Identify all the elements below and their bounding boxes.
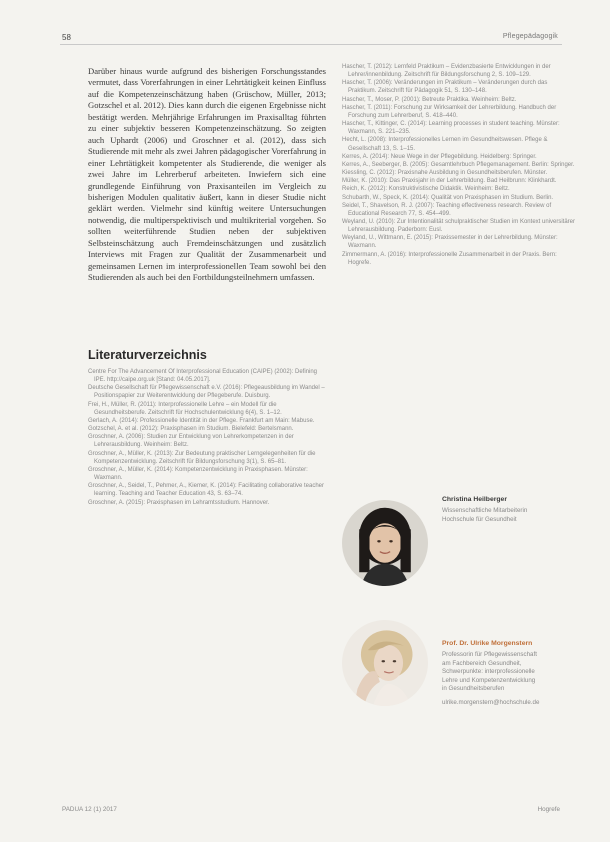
reference-item: Hecht, L. (2008): Interprofessionelles Lernen im Gesundheitswesen. Pflege & Gesellschaft 13, S. 1–15. <box>342 137 548 152</box>
reference-item: Groschner, A., Müller, K. (2014): Kompetenzentwicklung in Praxisphasen. Münster: Waxmann. <box>88 466 308 482</box>
reference-item: Schubarth, W., Speck, K. (2014): Qualität von Praxisphasen im Studium. Berlin. <box>342 194 554 201</box>
reference-item: Groschner, A. (2015): Praxisphasen im Lehramtsstudium. Hannover. <box>88 499 270 506</box>
author-photo <box>342 500 428 586</box>
body-column <box>88 66 326 284</box>
reference-item: Hascher, T. (2006): Veränderungen im Praktikum – Veränderungen durch das Praktikum. Zeitschrift für Pädagogik 51, S. 130–148. <box>342 80 548 95</box>
reference-item: Frei, H., Müller, R. (2011): Interprofessionelle Lehre – ein Modell für die Gesundheitsberufe. Zeitschrift für Hochschulentwicklung 6(4), S. 1–12. <box>88 401 282 416</box>
literature-heading: Literaturverzeichnis <box>88 348 207 362</box>
reference-item: Hascher, T., Moser, P. (2001): Betreute Praktika. Weinheim: Beltz. <box>342 96 517 103</box>
author-bio-line: Schwerpunkte: interprofessionelle <box>442 668 535 676</box>
author-bio-line: am Fachbereich Gesundheit, <box>442 659 522 667</box>
footer-publisher: Hogrefe <box>537 806 560 813</box>
reference-item: Groschner, A., Müller, K. (2013): Zur Bedeutung praktischer Lerngelegenheiten für die Kompetenzentwicklung. Zeitschrift für Bildungsforschung 3(1), S. 65–81. <box>88 450 316 465</box>
author-bio <box>442 640 578 708</box>
body-paragraph: Darüber hinaus wurde aufgrund des bisherigen Forschungsstandes vermutet, dass Vorerfahrungen in einer Lehrtätigkeit keinen Einfluss auf die Kompetenzeinschätzung haben (Grüschow, Müller, 2013; Gotzschel et al. 2012). Dies kann durch die eigenen Ergebnisse nicht bestätigt werden. Mehrjährige Erfahrungen im Praxisalltag führten zu einer subjektiv besseren Kompetenzeinschätzung. So zeigten auch Uphardt (2006) und Groschner et al. (2012), dass sich Studierende mit mehr als zwei Jahren pädagogischer Vorerfahrung in einer Lehrtätigkeit kompetenter als Studierende, die weniger als zwei Jahre im Lehrerberuf arbeiteten. Inwiefern sich eine grundlegende Einführung von Praxisanteilen im Vergleich zu bisherigen Modulen qualitativ äußert, kann in dieser Studie nicht geklärt werden. Vielmehr sind künftig weitere Untersuchungen notwendig, die multiperspektivisch und multikriterial vorgehen. So sollten weiterführende Studien neben der subjektiven Selbsteinschätzung auch Fremdeinschätzungen und zusätzlich Interviews mit Fragen zur Qualität der Zusammenarbeit und gemeinsamen Lernen im interprofessionellen Team sowohl bei den Studierenden als auch bei den Fortbildungsteilnehmern umfassen. <box>88 66 326 283</box>
reference-item: Weyland, U., Wittmann, E. (2015): Praxissemester in der Lehrerbildung. Münster: Waxmann. <box>342 235 558 250</box>
author-bio-line: in Gesundheitsberufen <box>442 685 505 693</box>
author-bio <box>442 496 578 524</box>
reference-item: Gotzschel, A. et al. (2012): Praxisphasen im Studium. Bielefeld: Bertelsmann. <box>88 426 294 433</box>
footer-journal: PADUA 12 (1) 2017 <box>62 806 117 813</box>
author-name: Christina Heilberger <box>442 496 507 503</box>
reference-item: Centre For The Advancement Of Interprofessional Education (CAIPE) (2002): Defining IPE. http://caipe.org.uk [Stand: 04.05.2017]. <box>88 369 318 384</box>
author-contact: ulrike.morgenstern@hochschule.de <box>442 699 540 707</box>
header-rule <box>60 44 562 45</box>
reference-item: Hascher, T. (2011): Forschung zur Wirksamkeit der Lehrerbildung. Handbuch der Forschung zum Lehrerberuf, S. 418–440. <box>342 104 557 119</box>
reference-item: Groschner, A. (2006): Studien zur Entwicklung von Lehrerkompetenzen in der Lehrerausbildung. Weinheim: Beltz. <box>88 434 294 449</box>
author-bio-line: Professorin für Pflegewissenschaft <box>442 651 537 659</box>
reference-item: Zimmermann, A. (2016): Interprofessionelle Zusammenarbeit in der Praxis. Bern: Hogrefe. <box>342 251 557 266</box>
reference-item: Groschner, A., Seidel, T., Pehmer, A., Kiemer, K. (2014): Facilitating collaborative teacher learning. Teaching and Teacher Education 43, S. 63–74. <box>88 483 325 498</box>
reference-item: Seidel, T., Shavelson, R. J. (2007): Teaching effectiveness research. Review of Educational Research 77, S. 454–499. <box>342 202 552 217</box>
reference-item: Hascher, T. (2012): Lernfeld Praktikum – Evidenzbasierte Entwicklungen in der Lehrer/innenbildung. Zeitschrift für Bildungsforschung 2, S. 109–129. <box>342 64 551 79</box>
reference-item: Kiessling, C. (2012): Praxisnahe Ausbildung in Gesundheitsberufen. Münster. <box>342 170 548 177</box>
reference-item: Hascher, T., Kittinger, C. (2014): Learning processes in student teaching. Münster: Waxmann, S. 221–235. <box>342 121 560 136</box>
reference-item: Gerlach, A. (2014): Professionelle Identität in der Pflege. Frankfurt am Main: Mabuse. <box>88 417 315 424</box>
reference-item: Kerres, A. (2014): Neue Wege in der Pflegebildung. Heidelberg: Springer. <box>342 153 537 160</box>
reference-item: Kerres, A., Seeberger, B. (2005): Gesamtlehrbuch Pflegemanagement. Berlin: Springer. <box>342 161 575 168</box>
reference-item: Müller, K. (2010): Das Praxisjahr in der Lehrerbildung. Bad Heilbrunn: Klinkhardt. <box>342 178 557 185</box>
reference-item: Deutsche Gesellschaft für Pflegewissenschaft e.V. (2016): Pflegeausbildung im Wandel – Positionspapier zur Weiterentwicklung der Pflegeberufe. Duisburg. <box>88 385 325 400</box>
running-title: Pflegepädagogik <box>502 33 558 40</box>
author-name: Prof. Dr. Ulrike Morgenstern <box>442 640 533 647</box>
reference-item: Reich, K. (2012): Konstruktivistische Didaktik. Weinheim: Beltz. <box>342 186 510 193</box>
page-number: 58 <box>62 33 71 42</box>
author-bio-line: Wissenschaftliche Mitarbeiterin <box>442 507 528 515</box>
author-portrait-illustration <box>342 620 428 706</box>
references-left-column <box>88 368 326 507</box>
author-portrait-illustration <box>342 500 428 586</box>
reference-item: Weyland, U. (2010): Zur Intentionalität schulpraktischer Studien im Kontext universitärer Lehrerausbildung. Paderborn: Eusl. <box>342 218 575 234</box>
author-photo <box>342 620 428 706</box>
references-right-column <box>342 63 576 267</box>
author-bio-line: Hochschule für Gesundheit <box>442 515 517 523</box>
author-bio-line: Lehre und Kompetenzentwicklung <box>442 676 536 684</box>
